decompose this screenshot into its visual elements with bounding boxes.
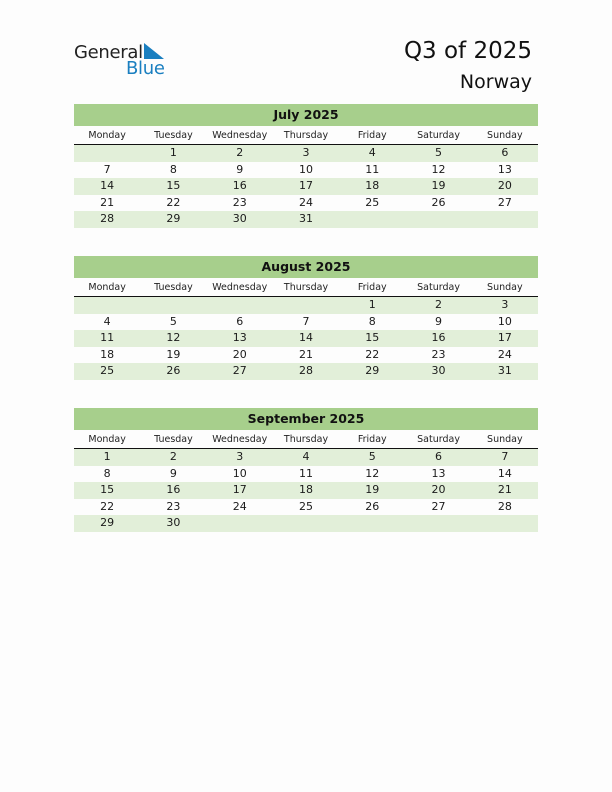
- day-cell: 9: [169, 466, 177, 480]
- weekday-label: Saturday: [417, 130, 460, 141]
- day-cell: 30: [232, 212, 247, 226]
- day-cell: 7: [103, 162, 111, 176]
- day-cell: 13: [431, 466, 446, 480]
- day-cell: 11: [100, 331, 115, 345]
- day-cell: 25: [100, 364, 115, 378]
- day-cell: [472, 211, 538, 228]
- day-cell: 3: [302, 146, 310, 159]
- day-cell: 22: [166, 195, 181, 209]
- day-cell: 25: [365, 195, 380, 209]
- day-cell: 8: [103, 466, 111, 480]
- weekday-label: Monday: [88, 282, 126, 293]
- day-cell: 30: [431, 364, 446, 378]
- day-cell: [74, 297, 140, 314]
- day-cell: 12: [365, 466, 380, 480]
- week-row: [74, 195, 538, 212]
- week-row: [74, 499, 538, 516]
- day-cell: 28: [497, 499, 512, 513]
- day-cell: [405, 515, 471, 532]
- weekday-label: Thursday: [283, 130, 329, 141]
- day-cell: [273, 297, 339, 314]
- day-cell: 27: [497, 195, 512, 209]
- weekday-label: Friday: [357, 282, 387, 293]
- day-cell: 19: [365, 483, 380, 497]
- day-cell: 24: [497, 347, 512, 361]
- day-cell: 23: [232, 195, 247, 209]
- day-cell: 17: [497, 331, 512, 345]
- day-cell: 16: [431, 331, 446, 345]
- day-cell: 15: [365, 331, 380, 345]
- day-cell: 11: [365, 162, 380, 176]
- day-cell: 4: [368, 146, 376, 159]
- day-cell: 10: [232, 466, 247, 480]
- day-cell: 13: [232, 331, 247, 345]
- day-cell: 27: [232, 364, 247, 378]
- weekday-label: Thursday: [283, 434, 329, 445]
- weeks-container: [74, 449, 538, 532]
- day-cell: 20: [431, 483, 446, 497]
- day-cell: 22: [100, 499, 115, 513]
- day-cell: 15: [166, 179, 181, 193]
- month-title: September 2025: [74, 408, 538, 430]
- day-cell: 29: [100, 516, 115, 530]
- day-cell: 1: [169, 146, 177, 159]
- day-cell: [405, 211, 471, 228]
- day-cell: 5: [435, 146, 443, 159]
- day-cell: 23: [166, 499, 181, 513]
- day-cell: [140, 297, 206, 314]
- day-cell: 12: [166, 331, 181, 345]
- day-cell: 6: [236, 314, 244, 328]
- month-calendar-july: [74, 104, 538, 228]
- weekday-label: Friday: [357, 434, 387, 445]
- day-cell: 14: [100, 179, 115, 193]
- country-name: Norway: [459, 71, 532, 93]
- day-cell: 1: [103, 450, 111, 463]
- weekday-label: Saturday: [417, 282, 460, 293]
- day-cell: 6: [501, 146, 509, 159]
- weekday-label: Tuesday: [154, 130, 193, 141]
- week-row: [74, 449, 538, 466]
- day-cell: [339, 515, 405, 532]
- week-row: [74, 363, 538, 380]
- day-cell: 24: [298, 195, 313, 209]
- day-cell: 20: [232, 347, 247, 361]
- generalblue-logo: [74, 42, 174, 78]
- day-cell: 8: [169, 162, 177, 176]
- weekday-label: Monday: [88, 130, 126, 141]
- day-cell: 12: [431, 162, 446, 176]
- day-cell: 26: [166, 364, 181, 378]
- day-cell: 10: [298, 162, 313, 176]
- day-cell: 21: [497, 483, 512, 497]
- day-cell: [273, 515, 339, 532]
- weekday-label: Sunday: [487, 130, 523, 141]
- weekday-header-row: [74, 280, 538, 297]
- page-title: Q3 of 2025: [403, 38, 532, 64]
- day-cell: [207, 297, 273, 314]
- weekday-label: Wednesday: [212, 434, 268, 445]
- weekday-label: Monday: [88, 434, 126, 445]
- weekday-label: Thursday: [283, 282, 329, 293]
- day-cell: 1: [368, 298, 376, 311]
- day-cell: 7: [501, 450, 509, 463]
- week-row: [74, 211, 538, 228]
- day-cell: 9: [236, 162, 244, 176]
- month-title: July 2025: [74, 104, 538, 126]
- day-cell: 31: [298, 212, 313, 226]
- week-row: [74, 162, 538, 179]
- day-cell: 3: [501, 298, 509, 311]
- weekday-label: Tuesday: [154, 434, 193, 445]
- day-cell: 14: [298, 331, 313, 345]
- day-cell: 29: [166, 212, 181, 226]
- day-cell: 29: [365, 364, 380, 378]
- day-cell: 22: [365, 347, 380, 361]
- day-cell: 27: [431, 499, 446, 513]
- day-cell: 25: [298, 499, 313, 513]
- month-title: August 2025: [74, 256, 538, 278]
- day-cell: 19: [431, 179, 446, 193]
- day-cell: 23: [431, 347, 446, 361]
- day-cell: 4: [103, 314, 111, 328]
- day-cell: [472, 515, 538, 532]
- weekday-header-row: [74, 128, 538, 145]
- day-cell: 6: [435, 450, 443, 463]
- weekday-label: Wednesday: [212, 282, 268, 293]
- day-cell: 5: [169, 314, 177, 328]
- day-cell: 20: [497, 179, 512, 193]
- day-cell: 2: [435, 298, 443, 311]
- day-cell: 4: [302, 450, 310, 463]
- logo-text-general: General: [74, 42, 143, 63]
- day-cell: 2: [236, 146, 244, 159]
- day-cell: 26: [365, 499, 380, 513]
- day-cell: 18: [298, 483, 313, 497]
- day-cell: [339, 211, 405, 228]
- day-cell: 26: [431, 195, 446, 209]
- week-row: [74, 297, 538, 314]
- week-row: [74, 347, 538, 364]
- week-row: [74, 178, 538, 195]
- day-cell: 24: [232, 499, 247, 513]
- weekday-label: Sunday: [487, 434, 523, 445]
- week-row: [74, 515, 538, 532]
- week-row: [74, 314, 538, 331]
- day-cell: 16: [166, 483, 181, 497]
- day-cell: 28: [100, 212, 115, 226]
- logo-text-blue: Blue: [126, 58, 165, 79]
- week-row: [74, 466, 538, 483]
- day-cell: 21: [100, 195, 115, 209]
- day-cell: 16: [232, 179, 247, 193]
- day-cell: 8: [368, 314, 376, 328]
- weekday-label: Saturday: [417, 434, 460, 445]
- day-cell: 31: [497, 364, 512, 378]
- weekday-label: Sunday: [487, 282, 523, 293]
- day-cell: 30: [166, 516, 181, 530]
- day-cell: 17: [298, 179, 313, 193]
- day-cell: 28: [298, 364, 313, 378]
- day-cell: 13: [497, 162, 512, 176]
- day-cell: 9: [435, 314, 443, 328]
- day-cell: 5: [368, 450, 376, 463]
- weeks-container: [74, 145, 538, 228]
- day-cell: 14: [497, 466, 512, 480]
- weekday-label: Wednesday: [212, 130, 268, 141]
- day-cell: 2: [169, 450, 177, 463]
- day-cell: 17: [232, 483, 247, 497]
- weeks-container: [74, 297, 538, 380]
- day-cell: 19: [166, 347, 181, 361]
- day-cell: 7: [302, 314, 310, 328]
- week-row: [74, 330, 538, 347]
- day-cell: [207, 515, 273, 532]
- day-cell: 10: [497, 314, 512, 328]
- weekday-header-row: [74, 432, 538, 449]
- month-calendar-september: [74, 408, 538, 532]
- day-cell: [74, 145, 140, 162]
- month-calendar-august: [74, 256, 538, 380]
- day-cell: 3: [236, 450, 244, 463]
- day-cell: 11: [298, 466, 313, 480]
- day-cell: 18: [365, 179, 380, 193]
- day-cell: 18: [100, 347, 115, 361]
- week-row: [74, 482, 538, 499]
- weekday-label: Friday: [357, 130, 387, 141]
- day-cell: 15: [100, 483, 115, 497]
- day-cell: 21: [298, 347, 313, 361]
- week-row: [74, 145, 538, 162]
- weekday-label: Tuesday: [154, 282, 193, 293]
